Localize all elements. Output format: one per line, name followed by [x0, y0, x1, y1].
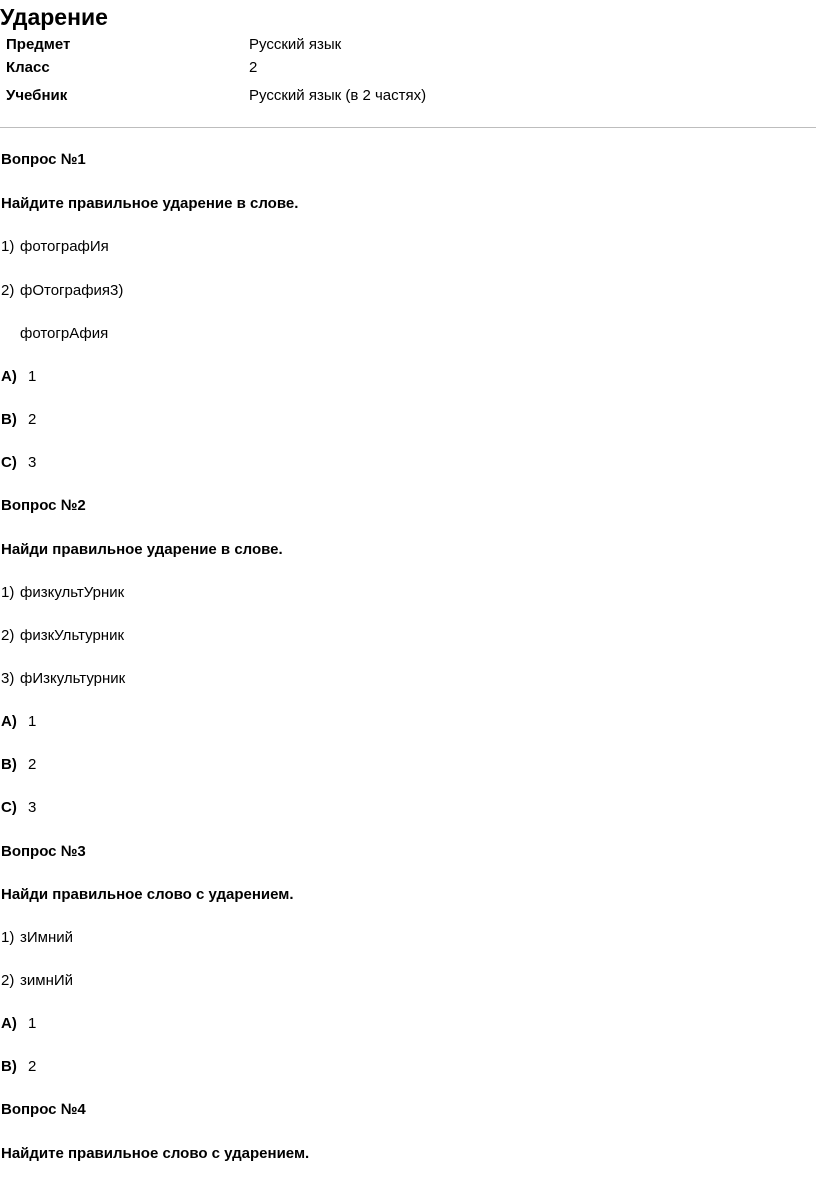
subject-value: Русский язык	[249, 36, 342, 53]
option-number: 2)	[1, 627, 15, 644]
answer-letter: C)	[1, 799, 17, 816]
question-3-answer-b	[1, 1058, 36, 1075]
question-3-option-2	[1, 972, 73, 989]
textbook-label: Учебник	[6, 87, 68, 104]
header-divider	[0, 127, 816, 128]
answer-value: 1	[28, 713, 37, 730]
answer-letter: C)	[1, 454, 17, 471]
grade-value: 2	[249, 59, 258, 76]
question-2-prompt: Найди правильное ударение в слове.	[1, 541, 283, 558]
question-3-prompt: Найди правильное слово с ударением.	[1, 886, 294, 903]
option-text: фотогрАфия	[20, 325, 109, 342]
option-number: 1)	[1, 238, 15, 255]
question-2-option-2	[1, 627, 124, 644]
answer-value: 2	[28, 411, 37, 428]
answer-value: 3	[28, 454, 37, 471]
option-text: зимнИй	[20, 972, 74, 989]
answer-letter: B)	[1, 756, 17, 773]
question-1-answer-a	[1, 368, 36, 385]
question-1-answer-b	[1, 411, 36, 428]
option-number: 2)	[1, 972, 15, 989]
answer-value: 3	[28, 799, 37, 816]
question-1-option-3	[1, 325, 108, 342]
option-text: фИзкультурник	[20, 670, 126, 687]
answer-letter: B)	[1, 411, 17, 428]
question-1-answer-c	[1, 454, 36, 471]
option-text: фотографИя	[20, 238, 109, 255]
question-2-answer-a	[1, 713, 36, 730]
question-2-heading: Вопрос №2	[1, 497, 86, 514]
question-1-option-2	[1, 282, 123, 299]
option-text: физкультУрник	[20, 584, 125, 601]
option-text: зИмний	[20, 929, 74, 946]
question-1-heading: Вопрос №1	[1, 151, 86, 168]
question-4-prompt: Найдите правильное слово с ударением.	[1, 1145, 310, 1162]
subject-label: Предмет	[6, 36, 71, 53]
answer-letter: A)	[1, 713, 17, 730]
grade-label: Класс	[6, 59, 50, 76]
question-3-answer-a	[1, 1015, 36, 1032]
question-3-heading: Вопрос №3	[1, 843, 86, 860]
answer-value: 2	[28, 1058, 37, 1075]
question-2-option-1	[1, 584, 124, 601]
option-text: физкУльтурник	[20, 627, 125, 644]
question-1-prompt: Найдите правильное ударение в слове.	[1, 195, 299, 212]
option-number: 1)	[1, 929, 15, 946]
question-2-answer-b	[1, 756, 36, 773]
answer-value: 2	[28, 756, 37, 773]
question-4-heading: Вопрос №4	[1, 1101, 86, 1118]
option-text: фОтография3)	[20, 282, 124, 299]
answer-value: 1	[28, 368, 37, 385]
page-title: Ударение	[0, 4, 108, 30]
question-1-option-1	[1, 238, 109, 255]
question-3-option-1	[1, 929, 73, 946]
option-number: 1)	[1, 584, 15, 601]
answer-letter: B)	[1, 1058, 17, 1075]
option-number: 2)	[1, 282, 15, 299]
answer-letter: A)	[1, 368, 17, 385]
question-2-answer-c	[1, 799, 36, 816]
question-2-option-3	[1, 670, 125, 687]
textbook-value: Русский язык (в 2 частях)	[249, 87, 427, 104]
answer-value: 1	[28, 1015, 37, 1032]
option-number: 3)	[1, 670, 15, 687]
answer-letter: A)	[1, 1015, 17, 1032]
